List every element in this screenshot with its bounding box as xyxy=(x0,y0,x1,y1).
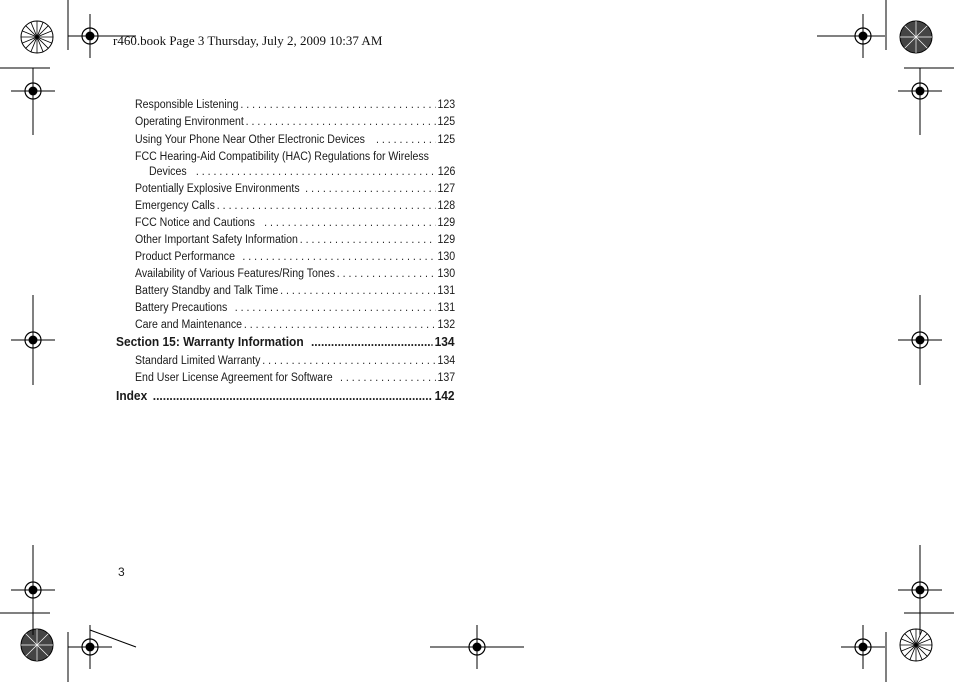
toc-entry[interactable] xyxy=(135,371,455,385)
toc-entry-title: Operating Environment xyxy=(135,116,244,128)
toc-entry[interactable] xyxy=(135,199,455,213)
toc-entry-page: 125 xyxy=(437,134,456,146)
toc-entry-page: 125 xyxy=(437,116,456,128)
leader-dots xyxy=(340,371,436,385)
toc-entry-page: 131 xyxy=(437,302,456,314)
toc-entry[interactable] xyxy=(149,165,455,179)
toc-entry-title: Care and Maintenance xyxy=(135,319,243,331)
toc-entry-page: 131 xyxy=(437,285,456,297)
registration-mark-icon xyxy=(841,625,885,669)
toc-entry-page: 134 xyxy=(437,355,456,367)
registration-mark-icon xyxy=(68,625,112,669)
toc-entry-title: Other Important Safety Information xyxy=(135,234,298,246)
leader-dots xyxy=(337,267,436,281)
toc-entry[interactable] xyxy=(135,301,455,315)
toc-entry-page: 132 xyxy=(437,319,456,331)
color-bar-star-icon xyxy=(900,21,932,53)
toc-entry-title: Product Performance xyxy=(135,251,235,263)
toc-section-title: Section 15: Warranty Information xyxy=(116,334,304,349)
toc-entry[interactable] xyxy=(135,182,455,196)
toc-entry-page: 126 xyxy=(437,166,456,178)
toc-entry[interactable] xyxy=(135,133,455,147)
toc-section-title: Index xyxy=(116,388,148,403)
toc-entry[interactable] xyxy=(135,284,455,298)
leader-dots xyxy=(376,133,436,147)
toc-entry-title: End User License Agreement for Software xyxy=(135,372,333,384)
toc-entry-title: Battery Standby and Talk Time xyxy=(135,285,279,297)
toc-entry-page: 137 xyxy=(437,372,456,384)
toc-entry-title: Battery Precautions xyxy=(135,302,228,314)
toc-section-page: 134 xyxy=(434,334,455,349)
toc-entry-page: 127 xyxy=(437,183,456,195)
print-slug: r460.book Page 3 Thursday, July 2, 2009 10:37 AM xyxy=(113,33,383,48)
leader-dots xyxy=(246,115,436,129)
toc-entry-title[interactable]: FCC Hearing-Aid Compatibility (HAC) Regulations for Wireless xyxy=(135,151,429,163)
toc-entry-title: Responsible Listening xyxy=(135,99,239,111)
leader-dots xyxy=(264,216,435,230)
toc-entry[interactable] xyxy=(135,318,455,332)
toc-entry-page: 129 xyxy=(437,217,456,229)
leader-dots xyxy=(311,334,433,350)
toc-entry-page: 129 xyxy=(437,234,456,246)
leader-dots xyxy=(217,199,436,213)
toc-entry[interactable] xyxy=(135,98,455,112)
leader-dots xyxy=(240,98,435,112)
toc-entry[interactable] xyxy=(135,115,455,129)
toc-entry-page: 130 xyxy=(437,268,456,280)
toc-entry-title: Availability of Various Features/Ring Tones xyxy=(135,268,335,280)
toc-entry[interactable] xyxy=(135,216,455,230)
toc-section-heading[interactable] xyxy=(116,388,455,404)
leader-dots xyxy=(262,354,435,368)
leader-dots xyxy=(153,388,433,404)
toc-entry-title: Potentially Explosive Environments xyxy=(135,183,300,195)
toc-entry-title: Emergency Calls xyxy=(135,200,215,212)
toc-section-page: 142 xyxy=(434,388,455,403)
toc-entry[interactable] xyxy=(135,354,455,368)
leader-dots xyxy=(244,318,436,332)
toc-entry[interactable] xyxy=(135,250,455,264)
color-bar-star-icon xyxy=(21,21,53,53)
color-bar-star-icon xyxy=(21,629,53,661)
toc-entry-title: FCC Notice and Cautions xyxy=(135,217,255,229)
page-number: 3 xyxy=(118,565,125,579)
toc-entry-title: Using Your Phone Near Other Electronic Devices xyxy=(135,134,365,146)
leader-dots xyxy=(242,250,435,264)
toc-entry-page: 123 xyxy=(437,99,456,111)
color-bar-star-icon xyxy=(900,629,932,661)
toc-entry-page: 130 xyxy=(437,251,456,263)
leader-dots xyxy=(300,233,436,247)
toc-entry-title-continued: Devices xyxy=(149,166,187,178)
toc-entry-title: Standard Limited Warranty xyxy=(135,355,261,367)
toc-entry[interactable] xyxy=(135,233,455,247)
leader-dots xyxy=(196,165,436,179)
leader-dots xyxy=(280,284,436,298)
toc-entry-page: 128 xyxy=(437,200,456,212)
toc-entry[interactable] xyxy=(135,267,455,281)
leader-dots xyxy=(305,182,435,196)
leader-dots xyxy=(235,301,436,315)
toc-section-heading[interactable] xyxy=(116,334,455,350)
